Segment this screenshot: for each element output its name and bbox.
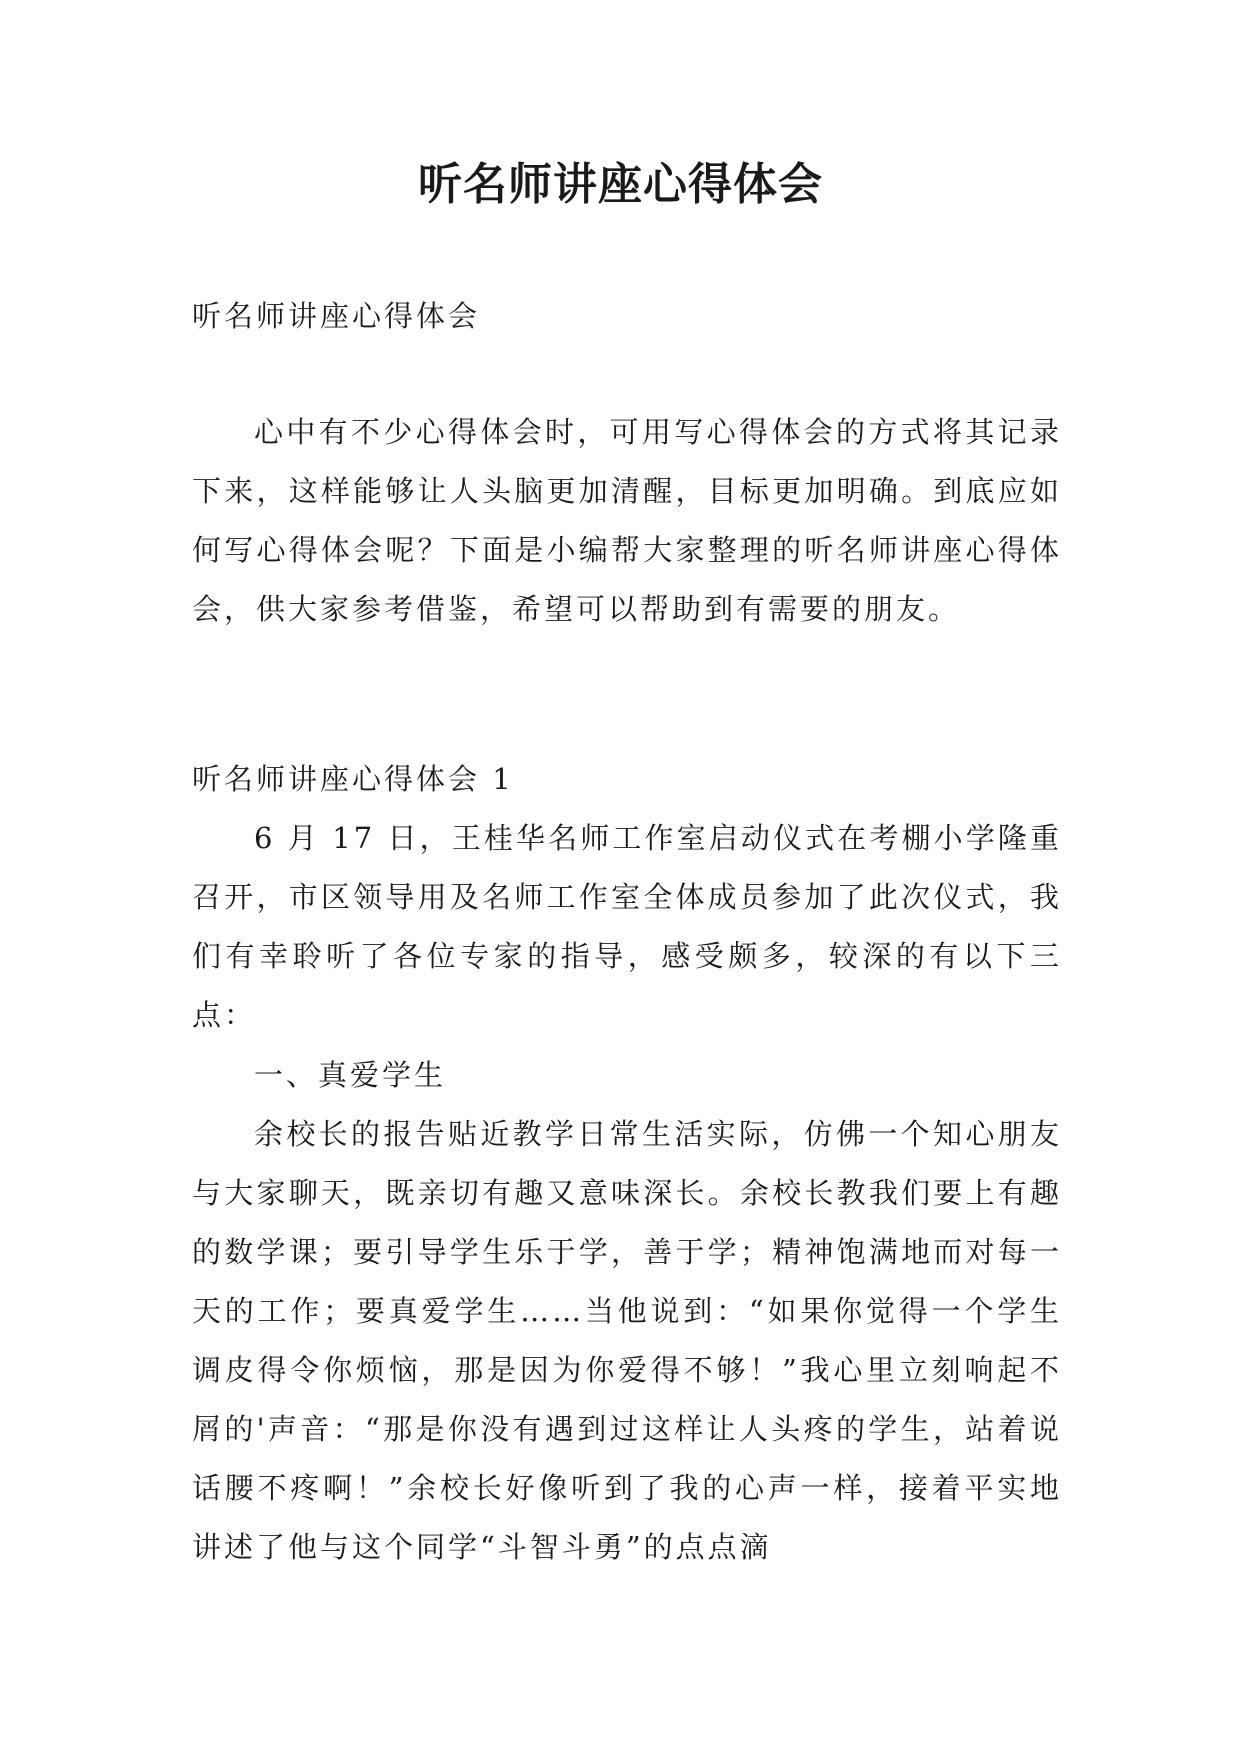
body-paragraph-2: 余校长的报告贴近教学日常生活实际，仿佛一个知心朋友与大家聊天，既亲切有趣又意味深长。余校长教我们要上有趣的数学课；要引导学生乐于学，善于学；精神饱满地而对每一天的工作；要真爱学生……当他说到：“如果你觉得一个学生调皮得令你烦恼，那是因为你爱得不够！”我心里立刻响起不屑的'声音：“那是你没有遇到过这样让人头疼的学生，站着说话腰不疼啊！”余校长好像听到了我的心声一样，接着平实地讲述了他与这个同学“斗智斗勇”的点点滴: [192, 1117, 1062, 1564]
body-paragraph-1: 6 月 17 日，王桂华名师工作室启动仪式在考棚小学隆重召开，市区领导用及名师工作室全体成员参加了此次仪式，我们有幸聆听了各位专家的指导，感受颇多，较深的有以下三点：: [192, 821, 1062, 1032]
sub-heading-1: 一、真爱学生: [254, 1058, 447, 1092]
document-title: 听名师讲座心得体会: [418, 159, 823, 210]
intro-paragraph: 心中有不少心得体会时，可用写心得体会的方式将其记录下来，这样能够让人头脑更加清醒，目标更加明确。到底应如何写心得体会呢？下面是小编帮大家整理的听名师讲座心得体会，供大家参考借鉴，希望可以帮助到有需要的朋友。: [192, 415, 1062, 626]
document-subtitle: 听名师讲座心得体会: [192, 299, 481, 333]
section-heading: 听名师讲座心得体会 1: [192, 762, 514, 796]
